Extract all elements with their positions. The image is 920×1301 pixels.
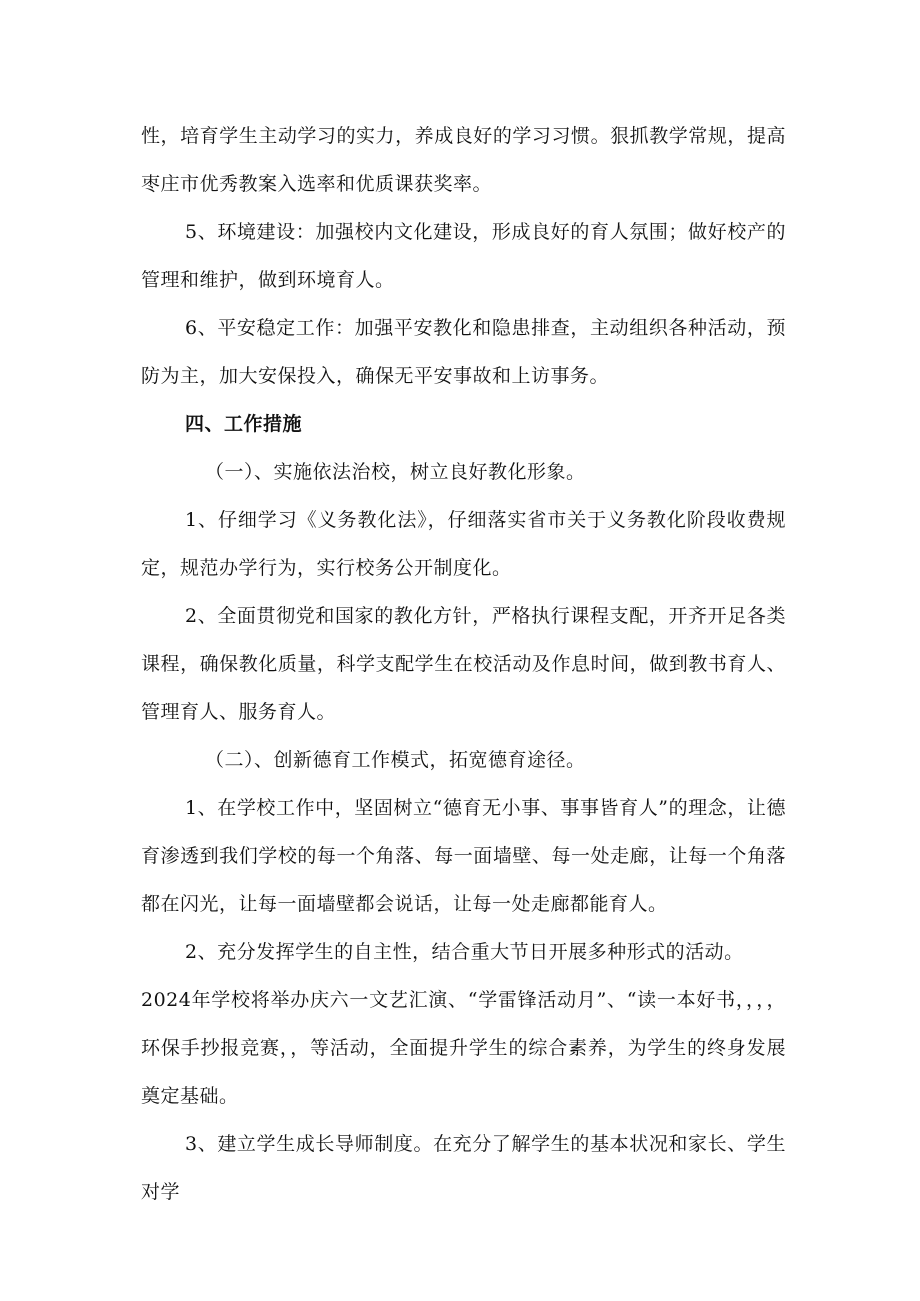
subheading-rule-of-law: （一）、实施依法治校，树立良好教化形象。 [205,461,586,483]
section-heading-measures: 四、工作措施 [185,413,303,435]
paragraph-item-1-law: 1、仔细学习《义务教化法》，仔细落实省市关于义务教化阶段收费规定，规范办学行为，实行校务公开制度化。 [141,509,786,579]
paragraph-activities-detail: 2024年学校将举办庆六一文艺汇演、“学雷锋活动月”、“读一本好书，，，，环保手抄报竞赛，，等活动，全面提升学生的综合素养，为学生的终身发展奠定基础。 [141,989,786,1107]
paragraph-item-2-activities: 2、充分发挥学生的自主性，结合重大节日开展多种形式的活动。 [185,941,744,963]
paragraph-continuation: 性，培育学生主动学习的实力，养成良好的学习习惯。狠抓教学常规，提高枣庄市优秀教案入选率和优质课获奖率。 [141,125,786,195]
paragraph-safety: 6、平安稳定工作：加强平安教化和隐患排查，主动组织各种活动，预防为主，加大安保投入，确保无平安事故和上访事务。 [141,317,786,387]
paragraph-item-2-policy: 2、全面贯彻党和国家的教化方针，严格执行课程支配，开齐开足各类课程，确保教化质量，科学支配学生在校活动及作息时间，做到教书育人、管理育人、服务育人。 [141,605,786,723]
paragraph-item-3-mentor: 3、建立学生成长导师制度。在充分了解学生的基本状况和家长、学生对学 [141,1133,786,1203]
paragraph-item-1-moral: 1、在学校工作中，坚固树立“德育无小事、事事皆育人”的理念，让德育渗透到我们学校的每一个角落、每一面墙壁、每一处走廊，让每一个角落都在闪光，让每一面墙壁都会说话，让每一处走廊都能育人。 [141,797,786,915]
subheading-moral-education: （二）、创新德育工作模式，拓宽德育途径。 [205,749,586,771]
paragraph-environment: 5、环境建设：加强校内文化建设，形成良好的育人氛围；做好校产的管理和维护，做到环境育人。 [141,221,786,291]
